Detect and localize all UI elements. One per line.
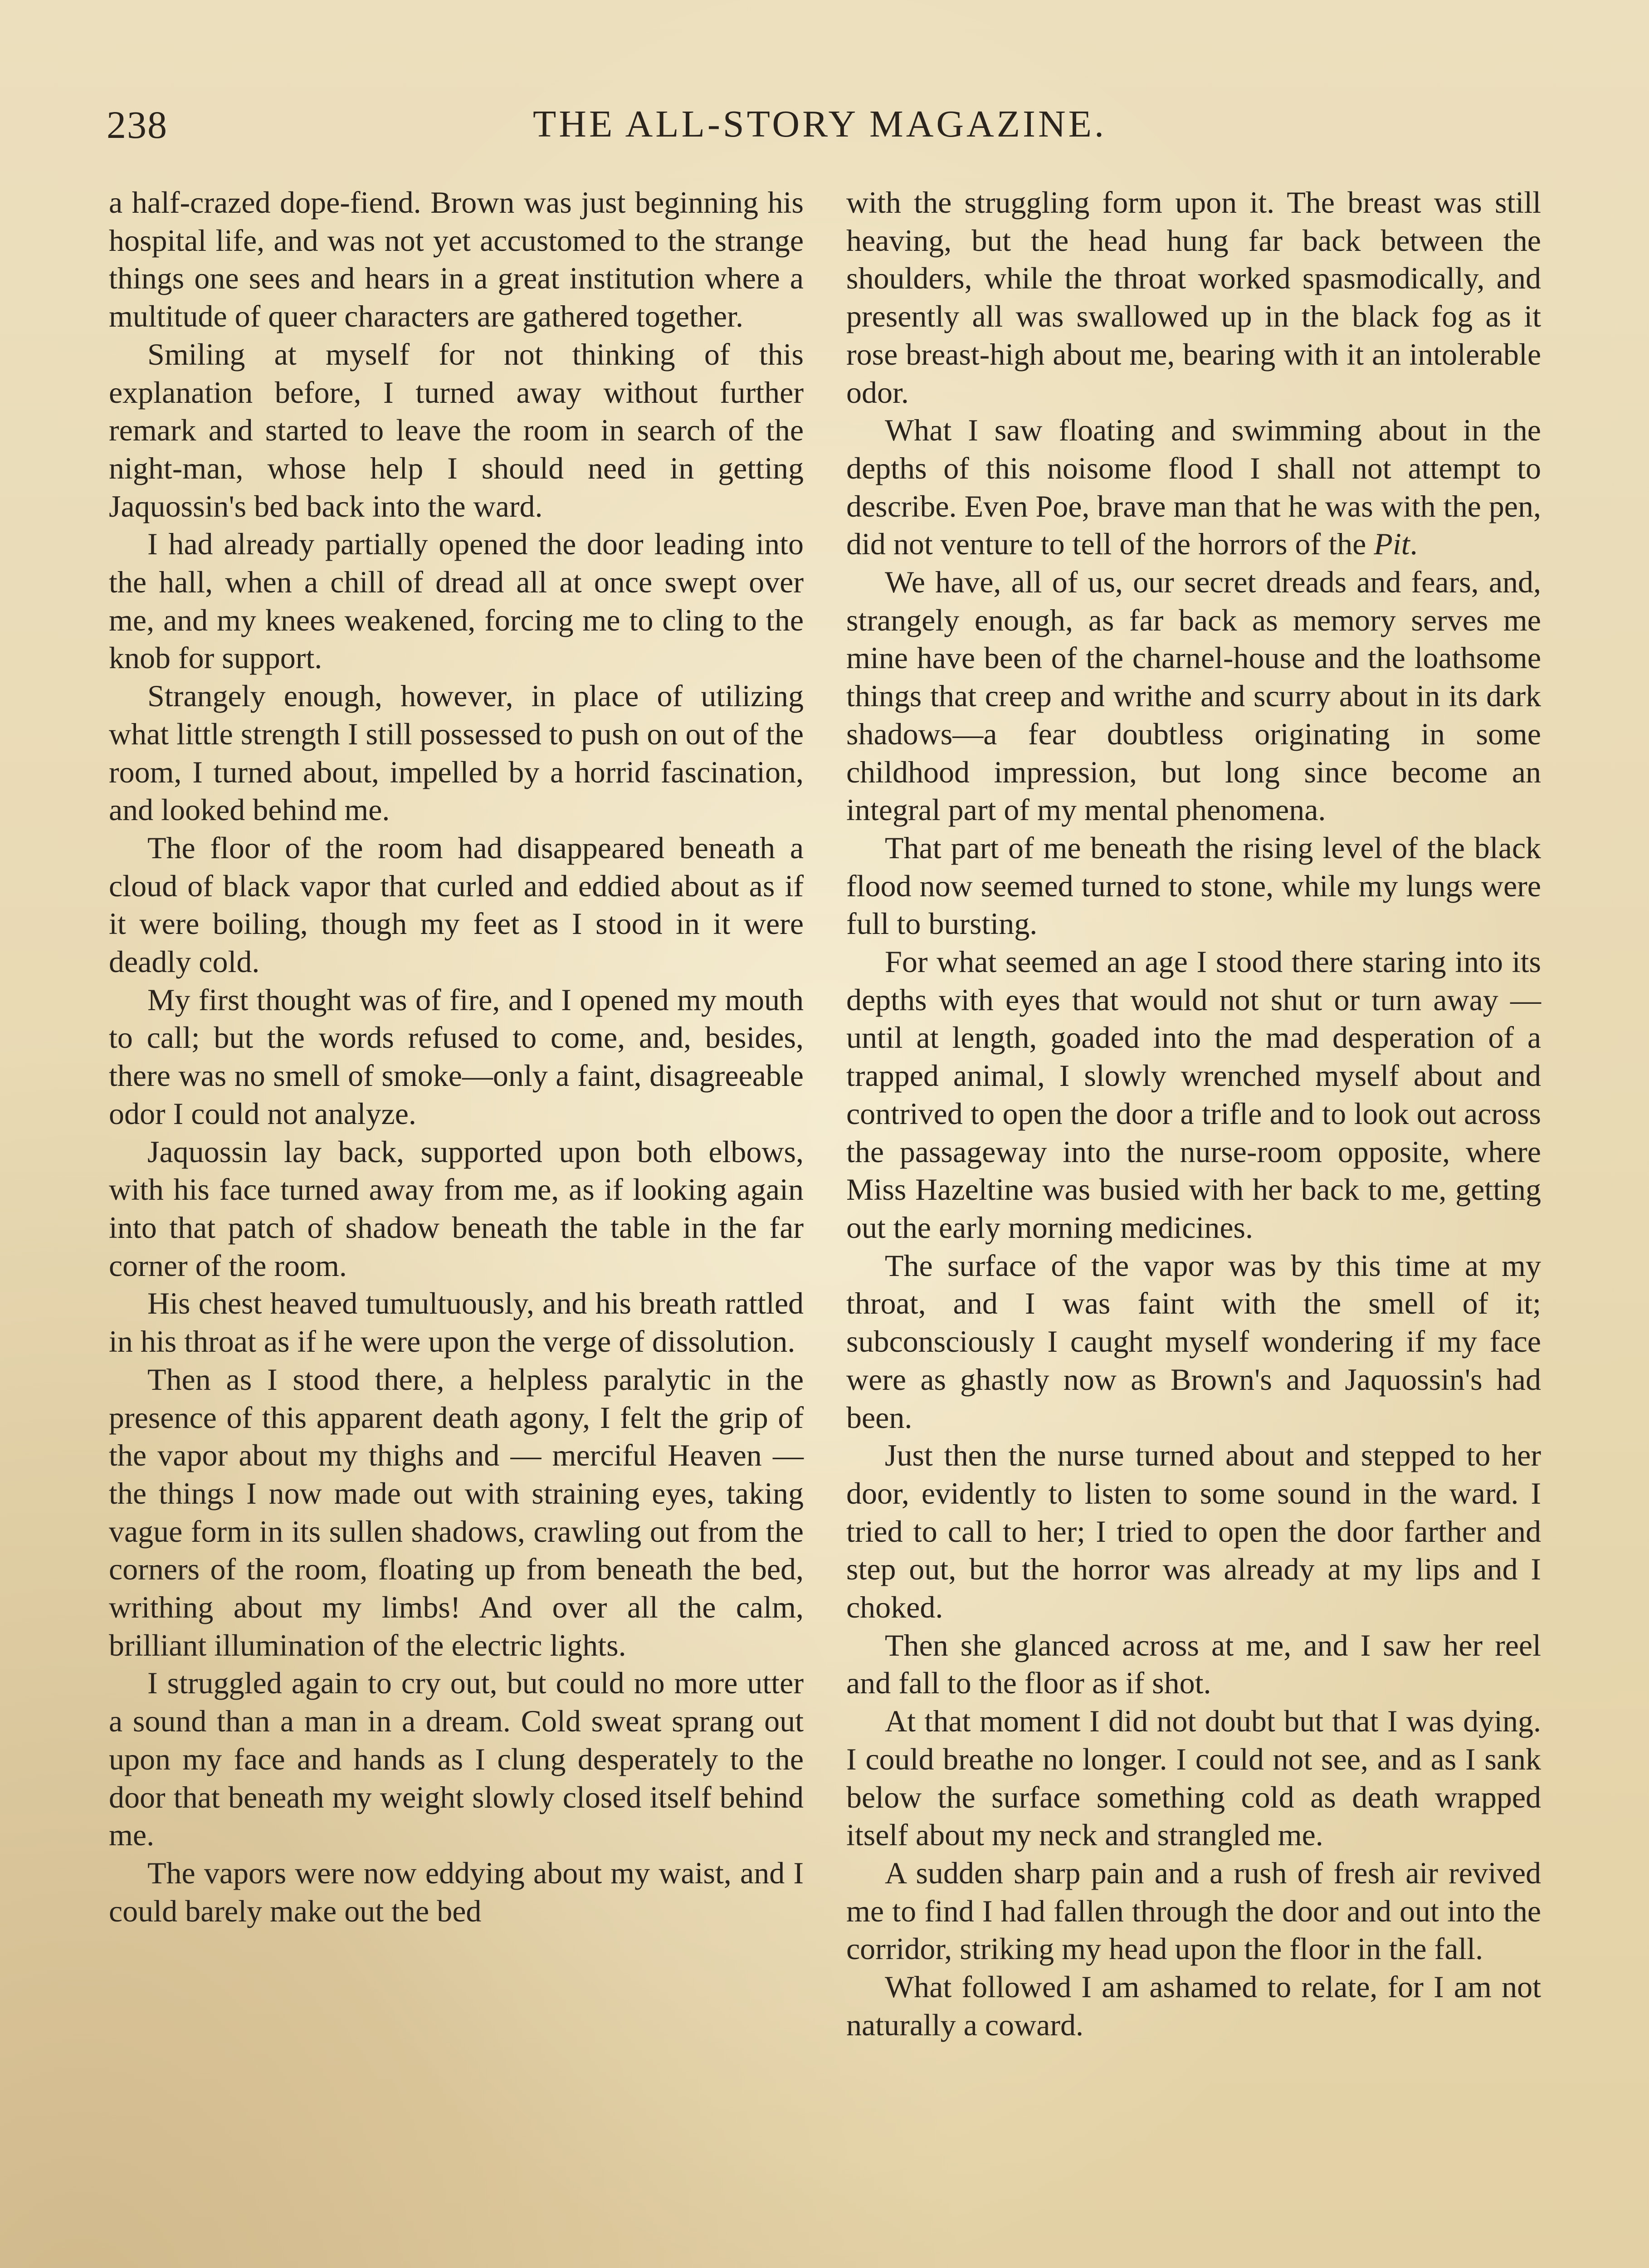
paragraph: Just then the nurse turned about and stepped to her door, evidently to listen to some sound in the ward. I tried to call to her; I tried to open the door farther and step out, but the horror was already at my lips and I choked.	[846, 1438, 1541, 1625]
paragraph: Jaquossin lay back, supported upon both elbows, with his face turned away from me, as if looking again into that patch of shadow beneath the table in the far corner of the room.	[109, 1134, 804, 1283]
paragraph: Strangely enough, however, in place of utilizing what little strength I still possessed to push on out of the room, I turned about, impelled by a horrid fascination, and looked behind me.	[109, 679, 804, 827]
paragraph: At that moment I did not doubt but that I was dying. I could breathe no longer. I could not see, and as I sank below the surface something cold as death wrapped itself about my neck and strangled me.	[846, 1704, 1541, 1853]
right-column	[846, 184, 1541, 2044]
paragraph: What followed I am ashamed to relate, for I am not naturally a coward.	[846, 1970, 1541, 2042]
paragraph: His chest heaved tumultuously, and his breath rattled in his throat as if he were upon the verge of dissolution.	[109, 1286, 804, 1359]
paragraph-text: .	[1410, 527, 1418, 562]
paragraph: I struggled again to cry out, but could no more utter a sound than a man in a dream. Cold sweat sprang out upon my face and hands as I clung desperately to the door that beneath my weight slowly closed itself behind me.	[109, 1666, 804, 1853]
paragraph: We have, all of us, our secret dreads and fears, and, strangely enough, as far back as memory serves me mine have been of the charnel-house and the loathsome things that creep and writhe and scurry about in its dark shadows—a fear doubtless originating in some childhood impression, but long since become an integral part of my mental phenomena.	[846, 565, 1541, 827]
paragraph: Then as I stood there, a helpless paralytic in the presence of this apparent death agony, I felt the grip of the vapor about my thighs and — merciful Heaven — the things I now made out with straining eyes, taking vague form in its sullen shadows, crawling out from the corners of the room, floating up from beneath the bed, writhing about my limbs! And over all the calm, brilliant illumination of the electric lights.	[109, 1362, 804, 1662]
paragraph: with the struggling form upon it. The breast was still heaving, but the head hung far back between the shoulders, while the throat worked spasmodically, and presently all was swallowed up in the black fog as it rose breast-high about me, bearing with it an intolerable odor.	[846, 185, 1541, 410]
left-column	[109, 184, 804, 1930]
paragraph-text: What I saw floating and swimming about in the depths of this noisome flood I shall not attempt to describe. Even Poe, brave man that he was with the pen, did not venture to tell of the horrors of the	[846, 413, 1541, 562]
running-head: THE ALL-STORY MAGAZINE.	[533, 103, 1107, 145]
paragraph: The surface of the vapor was by this time at my throat, and I was faint with the smell of it; subconsciously I caught myself wondering if my face were as ghastly now as Brown's and Jaquossin's had been.	[846, 1248, 1541, 1435]
paragraph: The floor of the room had disappeared beneath a cloud of black vapor that curled and eddied about as if it were boiling, though my feet as I stood in it were deadly cold.	[109, 830, 804, 979]
paragraph: Then she glanced across at me, and I saw her reel and fall to the floor as if shot.	[846, 1628, 1541, 1701]
page-header	[107, 98, 1549, 152]
paragraph: My first thought was of fire, and I opened my mouth to call; but the words refused to come, and, besides, there was no smell of smoke—only a faint, disagreeable odor I could not analyze.	[109, 982, 804, 1131]
paragraph	[846, 411, 1541, 563]
paragraph: Smiling at myself for not thinking of this explanation before, I turned away without further remark and started to leave the room in search of the night-man, whose help I should need in getting Jaquossin's bed back into the ward.	[109, 337, 804, 523]
paragraph: A sudden sharp pain and a rush of fresh air revived me to find I had fallen through the door and out into the corridor, striking my head upon the floor in the fall.	[846, 1855, 1541, 1966]
italic-word: Pit	[1374, 527, 1410, 562]
paragraph: That part of me beneath the rising level of the black flood now seemed turned to stone, while my lungs were full to bursting.	[846, 830, 1541, 941]
paragraph: I had already partially opened the door leading into the hall, when a chill of dread all at once swept over me, and my knees weakened, forcing me to cling to the knob for support.	[109, 527, 804, 675]
paragraph: The vapors were now eddying about my waist, and I could barely make out the bed	[109, 1855, 804, 1928]
paragraph: For what seemed an age I stood there staring into its depths with eyes that would not shut or turn away — until at length, goaded into the mad desperation of a trapped animal, I slowly wrenched myself about and contrived to open the door a trifle and to look out across the passageway into the nurse-room opposite, where Miss Hazeltine was busied with her back to me, getting out the early morning medicines.	[846, 944, 1541, 1245]
paragraph: a half-crazed dope-fiend. Brown was just beginning his hospital life, and was not yet accustomed to the strange things one sees and hears in a great institution where a multitude of queer characters are gathered together.	[109, 185, 804, 334]
page-number: 238	[107, 103, 168, 147]
